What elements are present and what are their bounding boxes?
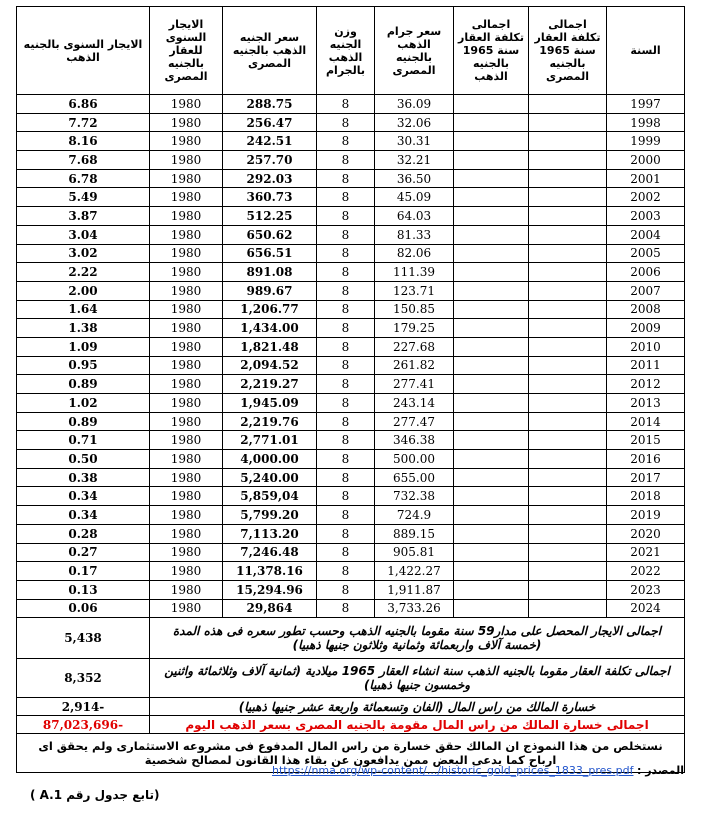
year-cell: 2008: [607, 300, 685, 319]
annual-rent-cell: 1980: [150, 524, 223, 543]
annual-rent-cell: 1980: [150, 394, 223, 413]
gram-price-cell: 905.81: [375, 543, 454, 562]
cost-gold-cell: [454, 169, 529, 188]
gram-price-cell: 81.33: [375, 225, 454, 244]
table-row: [17, 599, 685, 618]
table-row: [17, 244, 685, 263]
cost-gold-cell: [454, 543, 529, 562]
gram-price-cell: 36.50: [375, 169, 454, 188]
rent-in-gold-cell: 0.34: [17, 487, 150, 506]
cost-egp-cell: [529, 151, 607, 170]
annual-rent-cell: 1980: [150, 487, 223, 506]
table-row: [17, 375, 685, 394]
cost-egp-cell: [529, 468, 607, 487]
table-row: [17, 450, 685, 469]
gold-pound-price-cell: 656.51: [223, 244, 317, 263]
annual-rent-cell: 1980: [150, 263, 223, 282]
cost-egp-cell: [529, 281, 607, 300]
rent-in-gold-cell: 0.89: [17, 375, 150, 394]
gold-pound-price-cell: 4,000.00: [223, 450, 317, 469]
gram-price-cell: 111.39: [375, 263, 454, 282]
rent-in-gold-cell: 3.87: [17, 207, 150, 226]
loss-egp-value: -87,023,696: [17, 716, 150, 734]
rent-in-gold-cell: 1.64: [17, 300, 150, 319]
cost-egp-cell: [529, 487, 607, 506]
gram-price-cell: 732.38: [375, 487, 454, 506]
annual-rent-cell: 1980: [150, 543, 223, 562]
cost-egp-cell: [529, 263, 607, 282]
year-cell: 2009: [607, 319, 685, 338]
pound-weight-cell: 8: [317, 506, 375, 525]
year-cell: 2007: [607, 281, 685, 300]
cost-gold-cell: [454, 599, 529, 618]
table-row: [17, 319, 685, 338]
pound-weight-cell: 8: [317, 207, 375, 226]
year-cell: 1999: [607, 132, 685, 151]
year-cell: 2016: [607, 450, 685, 469]
gold-pound-price-cell: 11,378.16: [223, 562, 317, 581]
gold-pound-price-cell: 15,294.96: [223, 580, 317, 599]
annual-rent-cell: 1980: [150, 132, 223, 151]
header-cost-egp: اجمالى تكلفة العقار سنة 1965 بالجنيه المصرى: [529, 7, 607, 95]
cost-egp-cell: [529, 356, 607, 375]
gold-rent-table: [16, 6, 685, 773]
pound-weight-cell: 8: [317, 113, 375, 132]
gold-pound-price-cell: 360.73: [223, 188, 317, 207]
annual-rent-cell: 1980: [150, 599, 223, 618]
rent-in-gold-cell: 0.38: [17, 468, 150, 487]
gold-pound-price-cell: 1,434.00: [223, 319, 317, 338]
cost-egp-cell: [529, 450, 607, 469]
cost-gold-cell: [454, 207, 529, 226]
gram-price-cell: 277.41: [375, 375, 454, 394]
gram-price-cell: 655.00: [375, 468, 454, 487]
year-cell: 2006: [607, 263, 685, 282]
rent-in-gold-cell: 3.02: [17, 244, 150, 263]
annual-rent-cell: 1980: [150, 207, 223, 226]
cost-egp-cell: [529, 524, 607, 543]
cost-gold-cell: [454, 319, 529, 338]
rent-in-gold-cell: 1.02: [17, 394, 150, 413]
gram-price-cell: 64.03: [375, 207, 454, 226]
loss-gold-text: خسارة المالك من راس المال (الفان وتسعمائة واربعة عشر جنيها ذهبيا): [150, 698, 685, 716]
table-row: [17, 169, 685, 188]
gold-pound-price-cell: 989.67: [223, 281, 317, 300]
annual-rent-cell: 1980: [150, 412, 223, 431]
pound-weight-cell: 8: [317, 225, 375, 244]
gold-pound-price-cell: 242.51: [223, 132, 317, 151]
gram-price-cell: 32.06: [375, 113, 454, 132]
table-row: [17, 225, 685, 244]
gram-price-cell: 36.09: [375, 95, 454, 114]
cost-gold-cell: [454, 263, 529, 282]
loss-gold-row: [17, 698, 685, 716]
pound-weight-cell: 8: [317, 188, 375, 207]
pound-weight-cell: 8: [317, 524, 375, 543]
pound-weight-cell: 8: [317, 431, 375, 450]
year-cell: 2004: [607, 225, 685, 244]
table-row: [17, 263, 685, 282]
cost-egp-cell: [529, 431, 607, 450]
rent-in-gold-cell: 3.04: [17, 225, 150, 244]
rent-in-gold-cell: 0.89: [17, 412, 150, 431]
year-cell: 2010: [607, 337, 685, 356]
year-cell: 2011: [607, 356, 685, 375]
year-cell: 1998: [607, 113, 685, 132]
cost-egp-cell: [529, 244, 607, 263]
cost-egp-cell: [529, 207, 607, 226]
rent-in-gold-cell: 0.34: [17, 506, 150, 525]
pound-weight-cell: 8: [317, 281, 375, 300]
table-row: [17, 394, 685, 413]
cost-gold-cell: [454, 244, 529, 263]
rent-in-gold-cell: 7.68: [17, 151, 150, 170]
annual-rent-cell: 1980: [150, 281, 223, 300]
cost-egp-cell: [529, 412, 607, 431]
table-row: [17, 543, 685, 562]
rent-in-gold-cell: 8.16: [17, 132, 150, 151]
year-cell: 2015: [607, 431, 685, 450]
header-gram-price: سعر جرام الذهب بالجنيه المصرى: [375, 7, 454, 95]
gold-pound-price-cell: 292.03: [223, 169, 317, 188]
cost-gold-cell: [454, 300, 529, 319]
gram-price-cell: 724.9: [375, 506, 454, 525]
header-cost-gold: اجمالى تكلفة العقار سنة 1965 بالجنيه الذهب: [454, 7, 529, 95]
table-row: [17, 506, 685, 525]
total-rent-text: اجمالى الايجار المحصل على مدار59 سنة مقوما بالجنيه الذهب وحسب تطور سعره فى هذه المدة (خمسة آلاف واربعمائة وثمانية وثلاثون جنيها ذهبيا): [150, 618, 685, 659]
cost-egp-cell: [529, 188, 607, 207]
year-cell: 1997: [607, 95, 685, 114]
rent-in-gold-cell: 0.71: [17, 431, 150, 450]
pound-weight-cell: 8: [317, 450, 375, 469]
cost-egp-cell: [529, 580, 607, 599]
table-row: [17, 356, 685, 375]
pound-weight-cell: 8: [317, 543, 375, 562]
cost-gold-cell: [454, 431, 529, 450]
annual-rent-cell: 1980: [150, 300, 223, 319]
rent-in-gold-cell: 0.17: [17, 562, 150, 581]
table-row: [17, 524, 685, 543]
pound-weight-cell: 8: [317, 580, 375, 599]
gram-price-cell: 261.82: [375, 356, 454, 375]
table-row: [17, 132, 685, 151]
table-row: [17, 487, 685, 506]
gold-pound-price-cell: 1,945.09: [223, 394, 317, 413]
gram-price-cell: 1,911.87: [375, 580, 454, 599]
cost-egp-cell: [529, 599, 607, 618]
rent-in-gold-cell: 0.06: [17, 599, 150, 618]
annual-rent-cell: 1980: [150, 337, 223, 356]
annual-rent-cell: 1980: [150, 225, 223, 244]
gram-price-cell: 82.06: [375, 244, 454, 263]
gold-pound-price-cell: 7,246.48: [223, 543, 317, 562]
annual-rent-cell: 1980: [150, 562, 223, 581]
year-cell: 2024: [607, 599, 685, 618]
table-row: [17, 468, 685, 487]
annual-rent-cell: 1980: [150, 468, 223, 487]
gram-price-cell: 889.15: [375, 524, 454, 543]
cost-egp-cell: [529, 506, 607, 525]
rent-in-gold-cell: 0.28: [17, 524, 150, 543]
rent-in-gold-cell: 1.09: [17, 337, 150, 356]
rent-in-gold-cell: 1.38: [17, 319, 150, 338]
cost-gold-cell: [454, 281, 529, 300]
cost-egp-cell: [529, 225, 607, 244]
pound-weight-cell: 8: [317, 319, 375, 338]
annual-rent-cell: 1980: [150, 244, 223, 263]
year-cell: 2018: [607, 487, 685, 506]
pound-weight-cell: 8: [317, 394, 375, 413]
cost-gold-cell: [454, 580, 529, 599]
year-cell: 2022: [607, 562, 685, 581]
gold-pound-price-cell: 650.62: [223, 225, 317, 244]
gram-price-cell: 150.85: [375, 300, 454, 319]
annual-rent-cell: 1980: [150, 319, 223, 338]
pound-weight-cell: 8: [317, 337, 375, 356]
pound-weight-cell: 8: [317, 356, 375, 375]
cost-egp-cell: [529, 394, 607, 413]
annual-rent-cell: 1980: [150, 113, 223, 132]
year-cell: 2023: [607, 580, 685, 599]
gram-price-cell: 179.25: [375, 319, 454, 338]
year-cell: 2000: [607, 151, 685, 170]
pound-weight-cell: 8: [317, 468, 375, 487]
year-cell: 2019: [607, 506, 685, 525]
rent-in-gold-cell: 0.95: [17, 356, 150, 375]
loss-egp-row: [17, 716, 685, 734]
gram-price-cell: 30.31: [375, 132, 454, 151]
cost-gold-cell: [454, 375, 529, 394]
year-cell: 2012: [607, 375, 685, 394]
rent-in-gold-cell: 2.22: [17, 263, 150, 282]
rent-in-gold-cell: 6.78: [17, 169, 150, 188]
gram-price-cell: 277.47: [375, 412, 454, 431]
gold-pound-price-cell: 5,859,04: [223, 487, 317, 506]
pound-weight-cell: 8: [317, 151, 375, 170]
rent-in-gold-cell: 5.49: [17, 188, 150, 207]
gram-price-cell: 1,422.27: [375, 562, 454, 581]
annual-rent-cell: 1980: [150, 151, 223, 170]
annual-rent-cell: 1980: [150, 356, 223, 375]
conclusion-text: نستخلص من هذا النموذج ان المالك حقق خسارة من راس المال المدفوع فى مشروعه الاستثمارى ولم يحقق اى ارباح كما يدعى البعض ممن يدافعون عن بقاء هذا القانون لمصالح شخصية: [17, 734, 685, 773]
cost-gold-cell: [454, 412, 529, 431]
pound-weight-cell: 8: [317, 300, 375, 319]
year-cell: 2003: [607, 207, 685, 226]
pound-weight-cell: 8: [317, 169, 375, 188]
year-cell: 2014: [607, 412, 685, 431]
cost-egp-cell: [529, 543, 607, 562]
gram-price-cell: 32.21: [375, 151, 454, 170]
year-cell: 2005: [607, 244, 685, 263]
cost-egp-cell: [529, 132, 607, 151]
gold-pound-price-cell: 2,771.01: [223, 431, 317, 450]
table-row: [17, 562, 685, 581]
table-row: [17, 337, 685, 356]
cost-gold-cell: [454, 132, 529, 151]
header-gold-pound-price: سعر الجنيه الذهب بالجنيه المصرى: [223, 7, 317, 95]
gold-pound-price-cell: 1,206.77: [223, 300, 317, 319]
table-row: [17, 412, 685, 431]
table-row: [17, 95, 685, 114]
pound-weight-cell: 8: [317, 487, 375, 506]
cost-gold-cell: [454, 188, 529, 207]
cost-egp-cell: [529, 562, 607, 581]
total-rent-row: [17, 618, 685, 659]
gram-price-cell: 45.09: [375, 188, 454, 207]
cost-gold-cell: [454, 394, 529, 413]
cost-egp-cell: [529, 319, 607, 338]
rent-in-gold-cell: 6.86: [17, 95, 150, 114]
total-rent-value: 5,438: [17, 618, 150, 659]
gram-price-cell: 123.71: [375, 281, 454, 300]
gold-pound-price-cell: 288.75: [223, 95, 317, 114]
gram-price-cell: 346.38: [375, 431, 454, 450]
pound-weight-cell: 8: [317, 599, 375, 618]
cost-egp-cell: [529, 169, 607, 188]
gold-pound-price-cell: 512.25: [223, 207, 317, 226]
gold-pound-price-cell: 2,219.27: [223, 375, 317, 394]
gold-pound-price-cell: 5,799.20: [223, 506, 317, 525]
year-cell: 2020: [607, 524, 685, 543]
annual-rent-cell: 1980: [150, 450, 223, 469]
cost-gold-cell: [454, 337, 529, 356]
pound-weight-cell: 8: [317, 562, 375, 581]
gold-pound-price-cell: 2,219.76: [223, 412, 317, 431]
pound-weight-cell: 8: [317, 244, 375, 263]
header-row: [17, 7, 685, 95]
cost-gold-cell: [454, 225, 529, 244]
table-row: [17, 113, 685, 132]
header-annual-rent: الايجار السنوى للعقار بالجنيه المصرى: [150, 7, 223, 95]
pound-weight-cell: 8: [317, 95, 375, 114]
rent-in-gold-cell: 2.00: [17, 281, 150, 300]
loss-egp-text: اجمالى خسارة المالك من راس المال مقومة بالجنيه المصرى بسعر الذهب اليوم: [150, 716, 685, 734]
gold-pound-price-cell: 29,864: [223, 599, 317, 618]
total-cost-row: [17, 659, 685, 698]
total-cost-text: اجمالى تكلفة العقار مقوما بالجنيه الذهب سنة انشاء العقار 1965 ميلادية (ثمانية آلاف وثلاثمائة واثنين وخمسون جنيها ذهبيا): [150, 659, 685, 698]
cost-egp-cell: [529, 375, 607, 394]
table-row: [17, 281, 685, 300]
pound-weight-cell: 8: [317, 375, 375, 394]
table-row: [17, 207, 685, 226]
cost-gold-cell: [454, 151, 529, 170]
gold-pound-price-cell: 256.47: [223, 113, 317, 132]
year-cell: 2017: [607, 468, 685, 487]
table-continuation-caption: (تابع جدول رقم A.1 ): [30, 788, 160, 802]
cost-egp-cell: [529, 337, 607, 356]
annual-rent-cell: 1980: [150, 431, 223, 450]
table-row: [17, 151, 685, 170]
gold-pound-price-cell: 7,113.20: [223, 524, 317, 543]
cost-gold-cell: [454, 113, 529, 132]
gram-price-cell: 227.68: [375, 337, 454, 356]
cost-gold-cell: [454, 450, 529, 469]
rent-in-gold-cell: 0.13: [17, 580, 150, 599]
header-year: السنة: [607, 7, 685, 95]
pound-weight-cell: 8: [317, 412, 375, 431]
cost-egp-cell: [529, 113, 607, 132]
gram-price-cell: 500.00: [375, 450, 454, 469]
annual-rent-cell: 1980: [150, 169, 223, 188]
header-pound-weight: وزن الجنيه الذهب بالجرام: [317, 7, 375, 95]
gold-pound-price-cell: 891.08: [223, 263, 317, 282]
year-cell: 2021: [607, 543, 685, 562]
source-line: [270, 764, 684, 777]
source-label: المصدر :: [636, 764, 684, 777]
rent-in-gold-cell: 7.72: [17, 113, 150, 132]
gram-price-cell: 3,733.26: [375, 599, 454, 618]
year-cell: 2001: [607, 169, 685, 188]
table-row: [17, 300, 685, 319]
cost-egp-cell: [529, 95, 607, 114]
header-rent-in-gold: الايجار السنوى بالجنيه الذهب: [17, 7, 150, 95]
gold-pound-price-cell: 1,821.48: [223, 337, 317, 356]
gold-pound-price-cell: 5,240.00: [223, 468, 317, 487]
table-row: [17, 431, 685, 450]
loss-gold-value: -2,914: [17, 698, 150, 716]
table-row: [17, 188, 685, 207]
gram-price-cell: 243.14: [375, 394, 454, 413]
cost-gold-cell: [454, 468, 529, 487]
year-cell: 2013: [607, 394, 685, 413]
annual-rent-cell: 1980: [150, 580, 223, 599]
rent-in-gold-cell: 0.50: [17, 450, 150, 469]
cost-gold-cell: [454, 562, 529, 581]
cost-egp-cell: [529, 300, 607, 319]
table-row: [17, 580, 685, 599]
gold-pound-price-cell: 2,094.52: [223, 356, 317, 375]
gold-rent-table-container: [16, 6, 684, 773]
cost-gold-cell: [454, 506, 529, 525]
gold-pound-price-cell: 257.70: [223, 151, 317, 170]
cost-gold-cell: [454, 95, 529, 114]
cost-gold-cell: [454, 487, 529, 506]
rent-in-gold-cell: 0.27: [17, 543, 150, 562]
annual-rent-cell: 1980: [150, 188, 223, 207]
total-cost-value: 8,352: [17, 659, 150, 698]
cost-gold-cell: [454, 524, 529, 543]
pound-weight-cell: 8: [317, 132, 375, 151]
annual-rent-cell: 1980: [150, 506, 223, 525]
source-link[interactable]: https://nma.org/wp-content/.../historic_gold_prices_1833_pres.pdf: [272, 764, 634, 777]
cost-gold-cell: [454, 356, 529, 375]
annual-rent-cell: 1980: [150, 375, 223, 394]
year-cell: 2002: [607, 188, 685, 207]
annual-rent-cell: 1980: [150, 95, 223, 114]
pound-weight-cell: 8: [317, 263, 375, 282]
